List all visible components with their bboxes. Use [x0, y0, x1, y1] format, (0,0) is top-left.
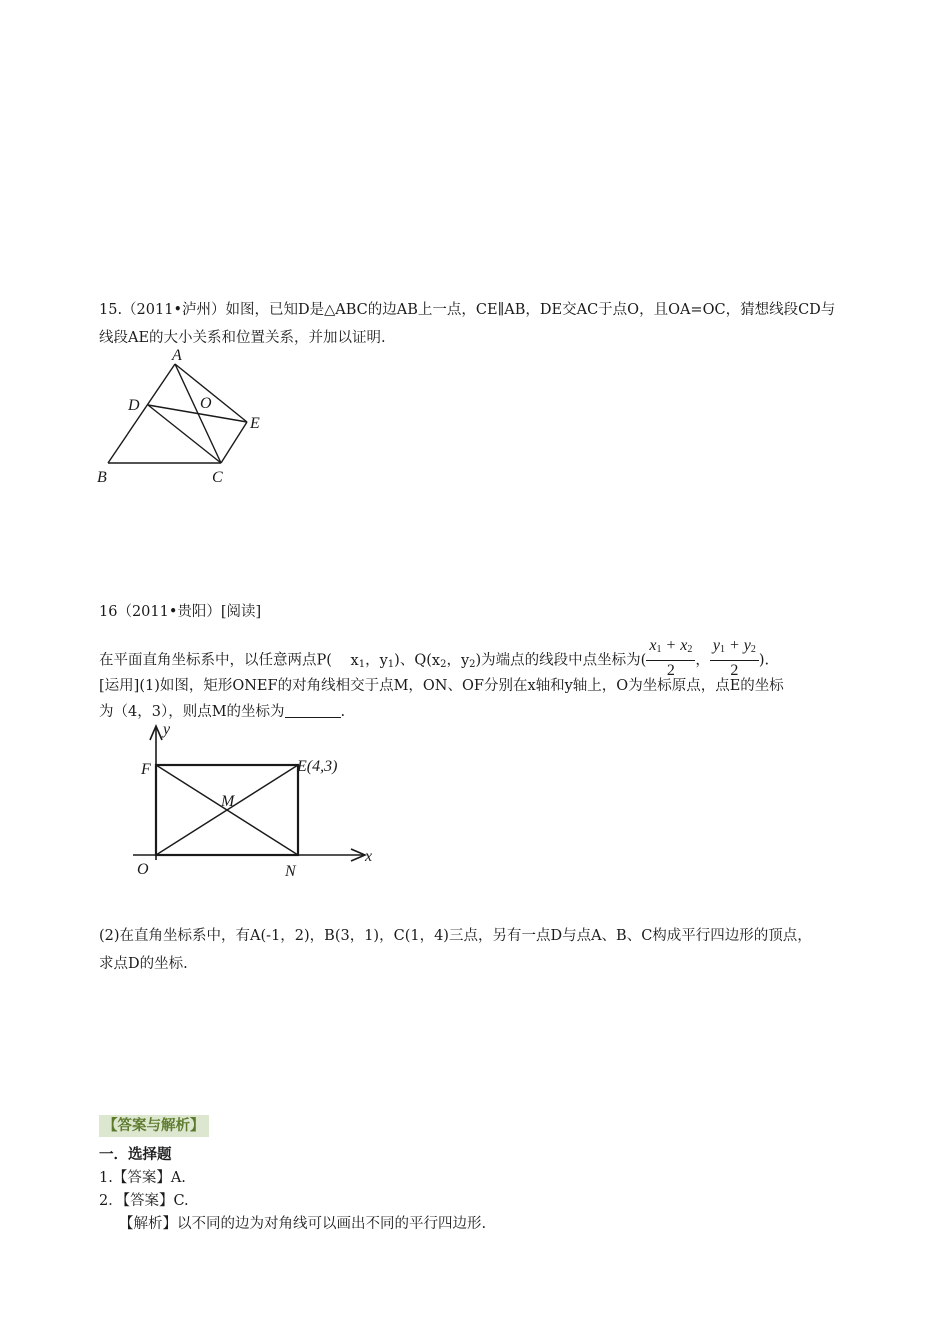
segment-cd — [148, 405, 221, 463]
point-q-y — [461, 653, 476, 669]
segment-ab — [108, 364, 175, 463]
fraction-comma: ， — [695, 652, 710, 669]
frac2-sub-b: 2 — [750, 644, 756, 655]
reading-end: ). — [758, 652, 770, 669]
segment-de — [148, 405, 247, 422]
fraction-y-denominator: 2 — [730, 662, 739, 679]
p-y-sub: 1 — [387, 658, 395, 670]
p-x-var: x — [350, 652, 359, 669]
frac1-plus: + — [661, 637, 681, 654]
segment-ce — [221, 422, 247, 463]
fraction-x-numerator — [646, 636, 695, 661]
reading-mid: )、Q( — [394, 652, 432, 669]
reading-after: )为端点的线段中点坐标为( — [475, 652, 647, 669]
answer-2-explanation: 【解析】以不同的边为对角线可以画出不同的平行四边形. — [119, 1216, 487, 1232]
frac2-plus: + — [724, 637, 744, 654]
p-x-sub: 1 — [358, 658, 366, 670]
answers-tag: 【答案与解析】 — [99, 1115, 209, 1137]
label-e-coord: E(4,3) — [297, 758, 338, 775]
segment-ae — [175, 364, 247, 422]
label-y: y — [163, 721, 171, 738]
label-b: B — [97, 469, 107, 486]
label-c: C — [212, 469, 223, 486]
p-comma: ， — [365, 652, 380, 669]
label-x: x — [365, 848, 373, 865]
q16-heading: 16（2011•贵阳）[阅读] — [99, 604, 262, 620]
answer-1: 1.【答案】A. — [99, 1170, 186, 1186]
frac2-var-b: y — [743, 637, 751, 654]
q-y-var: y — [460, 652, 470, 669]
fraction-y-numerator — [710, 636, 759, 661]
answer-blank — [285, 703, 341, 718]
midpoint-x-fraction — [646, 636, 695, 681]
frac1-sub-a: 1 — [656, 644, 662, 655]
frac2-sub-a: 1 — [719, 644, 725, 655]
label-m: M — [221, 793, 235, 810]
label-a: A — [172, 347, 182, 364]
q-comma: ， — [446, 652, 461, 669]
label-o: O — [200, 395, 212, 412]
q-y-sub: 2 — [469, 658, 476, 670]
rectangle-svg — [125, 720, 385, 885]
point-q-x — [432, 653, 447, 669]
label-f: F — [141, 761, 151, 778]
label-d: D — [128, 397, 140, 414]
midpoint-y-fraction — [710, 636, 759, 681]
point-p-y — [380, 653, 395, 669]
apply-line-2-end: . — [340, 704, 346, 720]
label-o-origin: O — [137, 861, 149, 878]
answers-section-heading: 一．选择题 — [99, 1146, 172, 1163]
frac1-var-a: x — [649, 637, 657, 654]
apply-line-2-text: 为（4，3），则点M的坐标为 — [99, 704, 285, 720]
q16-apply-line-1: [运用](1)如图，矩形ONEF的对角线相交于点M，ON、OF分别在x轴和y轴上，O为坐标原点，点E的坐标 — [99, 678, 784, 694]
q16-part2-line-1: (2)在直角坐标系中，有A(-1，2)，B(3，1)，C(1，4)三点，另有一点D与点A、B、C构成平行四边形的顶点， — [99, 928, 812, 944]
answer-2: 2．【答案】C. — [99, 1193, 189, 1209]
triangle-figure — [90, 342, 280, 492]
frac1-var-b: x — [680, 637, 688, 654]
label-n: N — [285, 863, 296, 880]
triangle-svg — [90, 342, 280, 492]
fraction-x-denominator: 2 — [666, 662, 675, 679]
frac2-var-a: y — [712, 637, 720, 654]
q-x-sub: 2 — [440, 658, 447, 670]
p-y-var: y — [379, 652, 388, 669]
q16-part2-line-2: 求点D的坐标. — [99, 956, 188, 972]
reading-prefix: 在平面直角坐标系中，以任意两点P( — [99, 652, 332, 669]
label-e: E — [250, 415, 260, 432]
point-p-x — [351, 653, 366, 669]
q15-text-line-2: 线段AE的大小关系和位置关系，并加以证明. — [99, 330, 386, 346]
frac1-sub-b: 2 — [687, 644, 693, 655]
q16-apply-line-2 — [99, 702, 345, 722]
rectangle-figure — [125, 720, 385, 885]
q-x-var: x — [431, 652, 441, 669]
q15-text-line-1: 15.（2011•泸州）如图，已知D是△ABC的边AB上一点，CE∥AB，DE交AC于点O，且OA=OC，猜想线段CD与 — [99, 302, 836, 318]
